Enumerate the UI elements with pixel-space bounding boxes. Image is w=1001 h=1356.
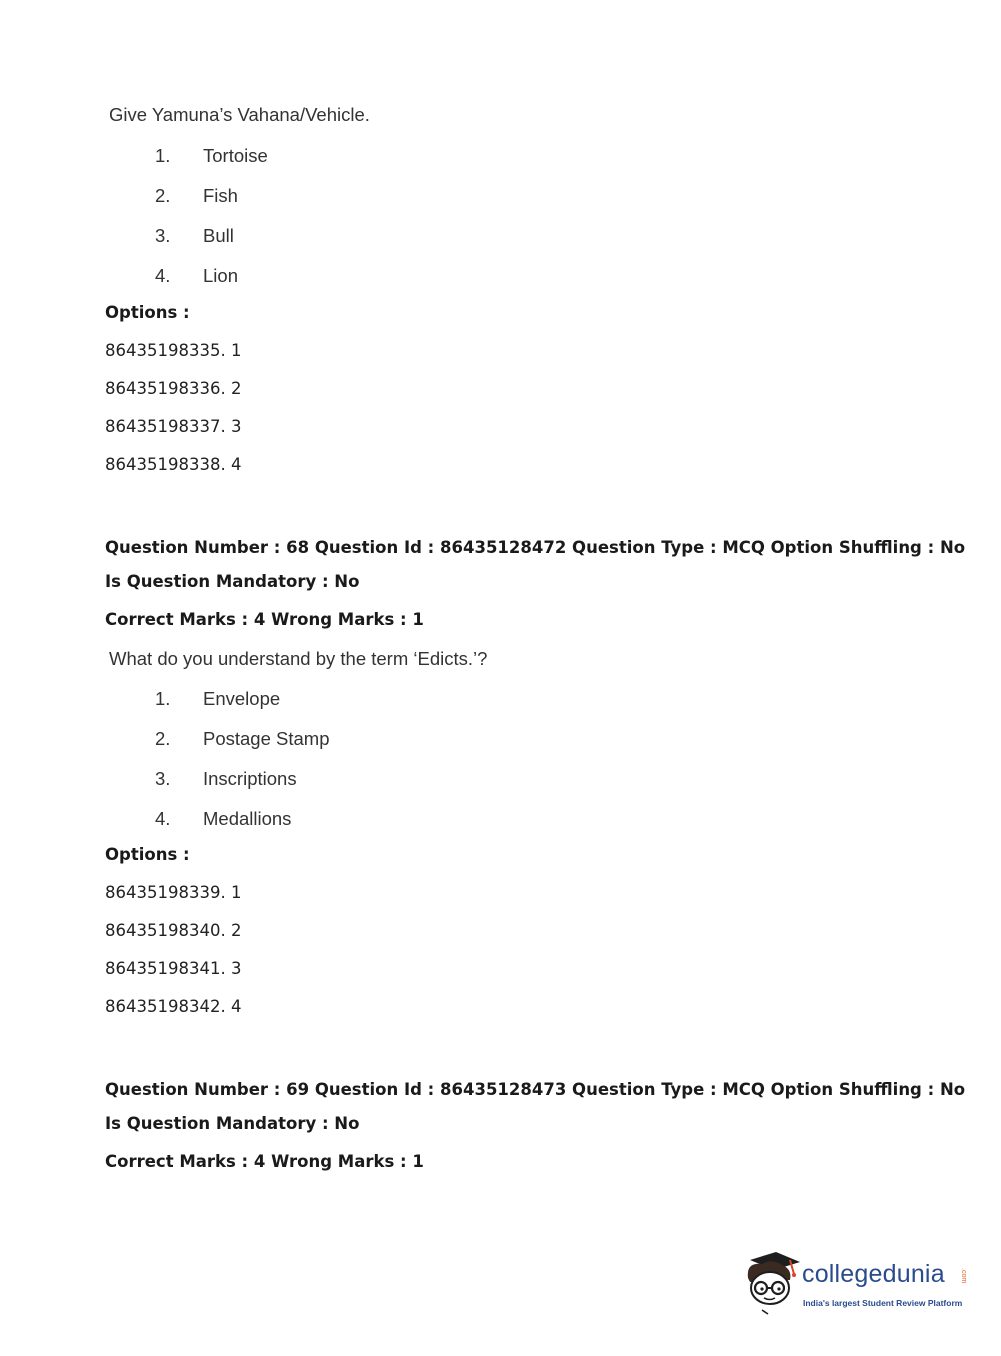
choice-item [155, 265, 238, 287]
choice-number: 2. [155, 728, 171, 749]
option-id: 86435198337. 3 [105, 417, 242, 436]
option-id: 86435198336. 2 [105, 379, 242, 398]
choice-number: 1. [155, 688, 171, 709]
question-text: What do you understand by the term ‘Edicts.’? [109, 648, 488, 669]
choice-text: Fish [203, 185, 238, 206]
option-id: 86435198338. 4 [105, 455, 242, 474]
question-text: Give Yamuna’s Vahana/Vehicle. [109, 104, 370, 125]
question-mandatory: Is Question Mandatory : No [105, 1114, 360, 1133]
option-id: 86435198335. 1 [105, 341, 242, 360]
choice-item [155, 768, 297, 790]
choice-number: 4. [155, 808, 171, 829]
question-marks: Correct Marks : 4 Wrong Marks : 1 [105, 610, 424, 629]
choice-item [155, 688, 280, 710]
logo-dotcom: .com [960, 1268, 967, 1284]
option-id: 86435198339. 1 [105, 883, 242, 902]
choice-text: Lion [203, 265, 238, 286]
choice-item [155, 808, 291, 830]
choice-text: Envelope [203, 688, 281, 709]
choice-number: 4. [155, 265, 171, 286]
choice-item [155, 185, 238, 207]
choice-text: Tortoise [203, 145, 268, 166]
choice-number: 3. [155, 768, 171, 789]
choice-number: 2. [155, 185, 171, 206]
choice-item [155, 728, 330, 750]
options-label: Options : [105, 303, 190, 322]
choice-text: Postage Stamp [203, 728, 330, 749]
option-id: 86435198342. 4 [105, 997, 242, 1016]
option-id: 86435198340. 2 [105, 921, 242, 940]
question-mandatory: Is Question Mandatory : No [105, 572, 360, 591]
collegedunia-logo [742, 1248, 972, 1320]
options-label: Options : [105, 845, 190, 864]
option-id: 86435198341. 3 [105, 959, 242, 978]
question-header: Question Number : 68 Question Id : 86435128472 Question Type : MCQ Option Shuffling : No [105, 538, 966, 557]
mascot-icon [742, 1248, 802, 1318]
question-marks: Correct Marks : 4 Wrong Marks : 1 [105, 1152, 424, 1171]
choice-text: Bull [203, 225, 234, 246]
choice-number: 1. [155, 145, 171, 166]
question-header: Question Number : 69 Question Id : 86435128473 Question Type : MCQ Option Shuffling : No [105, 1080, 966, 1099]
choice-item [155, 225, 234, 247]
choice-text: Medallions [203, 808, 292, 829]
choice-text: Inscriptions [203, 768, 297, 789]
choice-number: 3. [155, 225, 171, 246]
logo-tagline: India's largest Student Review Platform [803, 1298, 963, 1308]
logo-wordmark: collegedunia [802, 1260, 945, 1288]
choice-item [155, 145, 268, 167]
